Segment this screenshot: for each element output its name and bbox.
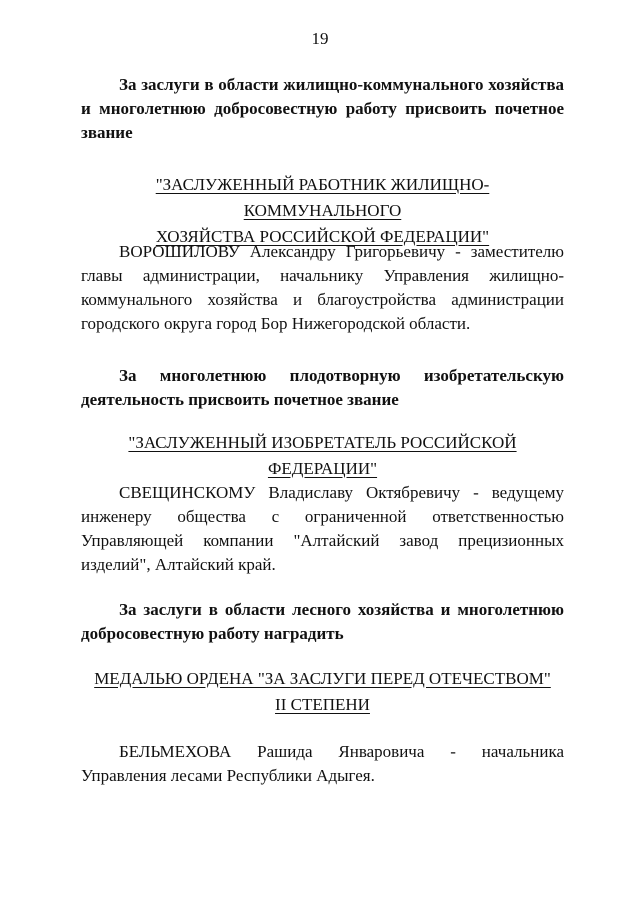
award-title-2-line-1: "ЗАСЛУЖЕННЫЙ ИЗОБРЕТАТЕЛЬ РОССИЙСКОЙ ФЕДЕРАЦИИ" (128, 433, 517, 478)
award-intro-3: За заслуги в области лесного хозяйства и многолетнюю добросовестную работу наградить (81, 600, 564, 643)
awardee-3: БЕЛЬМЕХОВА Рашида Январовича - начальника Управления лесами Республики Адыгея. (81, 742, 564, 785)
awardee-1: ВОРОШИЛОВУ Александру Григорьевичу - заместителю главы администрации, начальнику Управления жилищно-коммунального хозяйства и благоустройства администрации городского округа город Бор Нижегородской области. (81, 242, 564, 333)
award-title-3-line-2: II СТЕПЕНИ (275, 695, 370, 714)
page-number: 19 (311, 29, 329, 48)
award-title-1-line-1: "ЗАСЛУЖЕННЫЙ РАБОТНИК ЖИЛИЩНО-КОММУНАЛЬНОГО (155, 175, 490, 220)
award-intro-2: За многолетнюю плодотворную изобретательскую деятельность присвоить почетное звание (81, 366, 564, 409)
award-title-3 (81, 666, 564, 718)
awardee-2: СВЕЩИНСКОМУ Владиславу Октябревичу - ведущему инженеру общества с ограниченной ответственностью Управляющей компании "Алтайский завод прецизионных изделий", Алтайский край. (81, 483, 564, 574)
award-title-1 (81, 172, 564, 250)
award-title-3-line-1: МЕДАЛЬЮ ОРДЕНА "ЗА ЗАСЛУГИ ПЕРЕД ОТЕЧЕСТВОМ" (94, 669, 551, 688)
award-intro-1: За заслуги в области жилищно-коммунального хозяйства и многолетнюю добросовестную работу присвоить почетное звание (81, 75, 564, 142)
award-title-2 (81, 430, 564, 482)
award-title-1-line-2: ХОЗЯЙСТВА РОССИЙСКОЙ ФЕДЕРАЦИИ" (155, 227, 490, 246)
